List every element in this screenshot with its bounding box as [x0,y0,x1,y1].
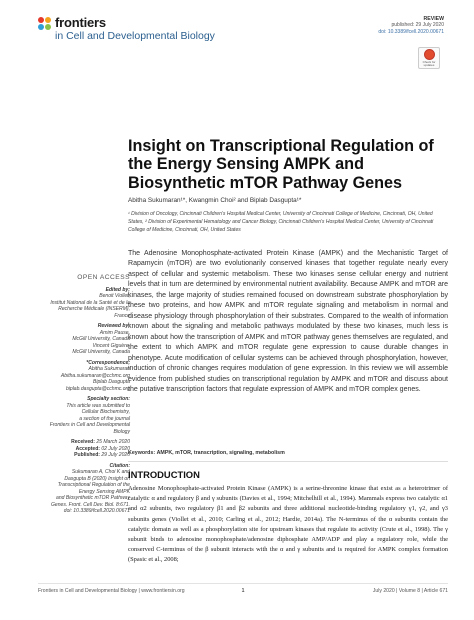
open-access-label: OPEN ACCESS [77,274,130,281]
doi-link[interactable]: doi: 10.3389/fcell.2020.00671 [378,28,444,35]
article-meta [378,16,444,35]
editor-line: France [114,312,130,319]
editor-line: Benoit Viollet, [99,293,130,299]
affiliation-text: ¹ Division of Oncology, Cincinnati Children’s Hospital Medical Center, University of Cincinnati College of Medicine, Cincinnati, OH, United States, ² Division of Experimental Hematology and Cancer Biology, Cincinnati Children’s Hospital Medical Center, University of Cincinnati College of Medicine, Cincinnati, OH, United States [128,211,434,233]
published-label: Published: [74,452,100,458]
journal-logo[interactable] [38,16,215,42]
check-updates-icon [424,49,435,60]
affiliations [128,211,448,234]
section-divider [128,461,448,462]
keywords-list: AMPK, mTOR, transcription, signaling, metabolism [156,450,285,456]
reviewed-by-label: Reviewed by: [97,323,130,329]
citation-block [38,463,130,515]
section-heading: INTRODUCTION [128,469,200,480]
keywords [128,450,448,456]
author-list: Abitha Sukumaran¹*, Kwangmin Choi² and Biplab Dasgupta¹* [128,197,302,204]
editor-line: Recherche Médicale (INSERM), [58,306,130,312]
reviewer-line: Arnim Pause, [99,329,130,336]
correspondence-label: *Correspondence: [86,359,130,366]
reviewer-line: Vincent Giguère, [92,342,130,349]
check-updates-label: Check for updates [422,60,436,67]
correspondence-line: Abitha Sukumaran [88,366,130,372]
accepted-label: Accepted: [75,445,100,452]
reviewed-by-block [38,323,130,356]
correspondence-email[interactable]: Abitha.sukumaran@cchmc.org [60,372,130,379]
citation-line: Genes. Front. Cell Dev. Biol. 8:671. [50,501,130,508]
brand-name: frontiers [55,15,106,30]
specialty-label: Specialty section: [87,396,130,402]
specialty-line: Cellular Biochemistry, [81,409,130,415]
citation-doi[interactable]: doi: 10.3389/fcell.2020.00671 [63,508,130,514]
received-label: Received: [71,439,95,445]
article-type: REVIEW [423,16,444,22]
published-date-sidebar: 29 July 2020 [101,452,130,458]
citation-line: Dasgupta B (2020) Insight on [64,475,130,482]
page-header [38,14,444,67]
keywords-label: Keywords: [128,450,156,456]
published-date: published: 29 July 2020 [391,22,444,29]
page-number: 1 [241,588,245,594]
footer-journal-link[interactable]: Frontiers in Cell and Developmental Biology | www.frontiersin.org [38,588,185,594]
edited-by-block [38,287,130,320]
article-info-sidebar [38,275,130,519]
frontiers-logo-icon [38,17,52,31]
specialty-line: Biology [113,428,130,435]
correspondence-email[interactable]: biplab.dasgupta@cchmc.org [65,385,130,392]
paper-title: Insight on Transcriptional Regulation of the Energy Sensing AMPK and Biosynthetic mTOR Pathway Genes [128,137,434,192]
reviewer-line: McGill University, Canada [72,336,130,342]
journal-name: in Cell and Developmental Biology [55,30,215,42]
footer-divider [38,583,448,584]
footer-volume-info: July 2020 | Volume 8 | Article 671 [372,588,448,594]
citation-line: and Biosynthetic mTOR Pathway [56,495,130,501]
introduction-text: Adenosine Monophosphate-activated Protein Kinase (AMPK) is a serine-threonine kinase that exist as a heterotrimer of catalytic α and regulatory β and γ subunits (Davies et al., 1994; Mitchelhill et al., 1994). Mammals express two catalytic α1 and α2 subunits, two regulatory β1 and β2 subunits and three additional nucleotide-binding regulatory γ1, γ2, and γ3 subunits genes (Viollet et al., 2010; Carling et al., 2012; Hardie, 2014a). The N-terminus of the α subunits contain the catalytic domain as well as a phosphorylation site for upstream kinases that regulate its activity (Crute et al., 1998). The γ subunit binds to adenosine monophosphate/adenosine diphosphate AMP/ADP and play a regulatory role, while the conserved C-terminus of the β subunit interacts with the α and γ subunits and is required for AMPK complex formation (Spasic et al., 2008; [128,485,448,564]
abstract: The Adenosine Monophosphate-activated Protein Kinase (AMPK) and the Mechanistic Target of Rapamycin (mTOR) are two evolutionarily conserved kinases that together regulate nearly every aspect of cellular and systemic metabolism. These two kinases sense cellular energy and nutrient levels that in turn are determined by environmental nutrient availability. Because AMPK and mTOR are kinases, the large majority of studies remained focused on downstream substrate phosphorylation by these two proteins, and how AMPK and mTOR regulate signaling and metabolism in normal and disease physiology through phosphorylation of their substrates. Compared to the wealth of information known about the signaling and metabolic pathways modulated by these two kinases, much less is known about how the transcription of AMPK and mTOR pathway genes themselves are regulated, and the extent to which AMPK and mTOR regulate gene expression to cause durable changes in phenotype. Acute modification of cellular systems can be achieved through phosphorylation, however, induction of chronic changes requires modulation of gene expression. In this review we will assemble evidence from published studies on transcriptional regulation by AMPK and mTOR and discuss about the putative transcription factors that regulate expression of AMPK and mTOR complex genes. [128,250,448,394]
editor-line: Institut National de la Santé et de la [50,299,130,306]
specialty-line: Frontiers in Cell and Developmental [49,422,130,428]
correspondence-block [38,360,130,393]
dates-block [38,439,130,459]
reviewer-line: McGill University, Canada [72,349,130,355]
correspondence-line: Biplab Dasgupta [92,379,130,385]
specialty-line: This article was submitted to [66,402,130,409]
citation-line: Sukumaran A, Choi K and [71,469,130,475]
check-for-updates-button[interactable] [418,47,440,69]
citation-label: Citation: [109,462,130,469]
citation-line: Transcriptional Regulation of the [57,482,130,488]
received-date: 25 March 2020 [96,439,130,445]
citation-line: Energy Sensing AMPK [78,488,130,495]
specialty-line: a section of the journal [79,415,130,422]
edited-by-label: Edited by: [105,286,130,293]
specialty-block [38,396,130,435]
accepted-date: 02 July 2020 [101,445,130,452]
